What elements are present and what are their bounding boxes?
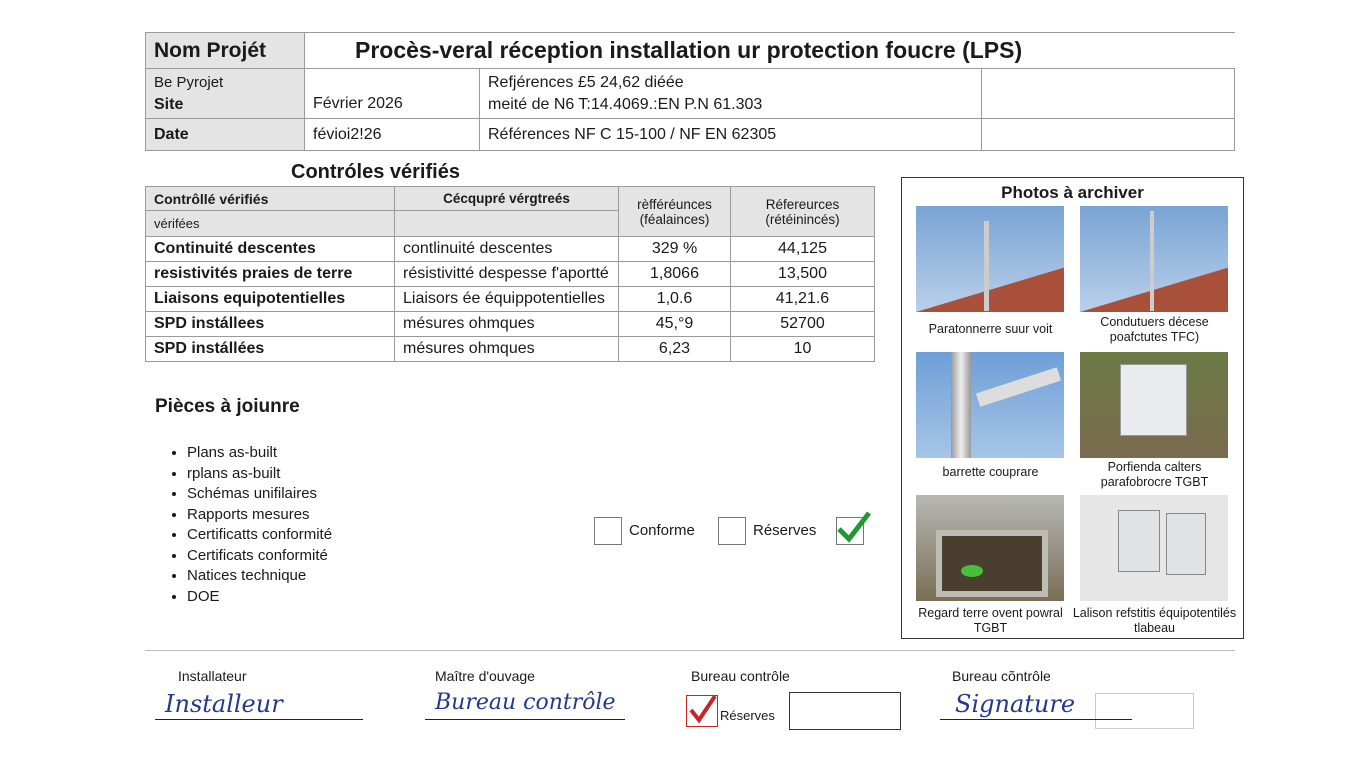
table-row — [146, 262, 875, 287]
attachment-item: • DOE — [187, 587, 332, 608]
attachments-title: Pièces à joiunre — [155, 396, 300, 417]
reserves-checked-box[interactable] — [836, 517, 864, 545]
bureau-reserves-checkbox[interactable] — [686, 695, 718, 727]
date-value: févioi2!26 — [305, 119, 480, 151]
bureau2-label: Bureau cõntrôle — [952, 668, 1051, 684]
col-header: Contrôllé vérifiés — [146, 187, 395, 211]
col-header: Réfereurces (rétéinincés) — [731, 187, 875, 237]
site-value: Février 2026 — [305, 69, 480, 119]
conforme-label: Conforme — [629, 522, 695, 539]
table-cell: 13,500 — [731, 262, 875, 287]
table-cell: résistivitté despesse f'aportté — [395, 262, 619, 287]
attachment-item: • Certificats conformité — [187, 546, 332, 567]
ref-line-1: Refjérences £5 24,62 diéée — [488, 73, 684, 91]
table-cell: 1,0.6 — [619, 287, 731, 312]
signature-line — [940, 719, 1132, 720]
installer-label: Installateur — [178, 668, 247, 684]
table-cell: 1,8066 — [619, 262, 731, 287]
photo-caption: Paratonnerre suur voit — [928, 322, 1053, 336]
owner-signature: Bureau contrôle — [435, 690, 616, 715]
checkmark-icon — [835, 509, 875, 545]
photos-title: Photos à archiver — [1001, 183, 1144, 202]
table-cell: 41,21.6 — [731, 287, 875, 312]
table-cell: Liaisons equipotentielles — [146, 287, 395, 312]
photo-down-conductors[interactable] — [1080, 206, 1228, 312]
project-sublabel: Be Pyrojet — [154, 73, 224, 91]
table-cell: 45,°9 — [619, 312, 731, 337]
bureau-label: Bureau contrôle — [691, 668, 790, 684]
date-label: Date — [146, 119, 305, 151]
photo-caption: barrette couprare — [942, 465, 1039, 479]
signature-line — [425, 719, 625, 720]
attachment-item: • Natices technique — [187, 566, 332, 587]
site-label: Site — [154, 95, 184, 113]
attachments-list — [150, 443, 332, 607]
table-row — [146, 237, 875, 262]
document-title: Procès-veral réception installation ur protection foucre (LPS) — [305, 33, 1235, 69]
checkmark-icon — [687, 692, 721, 726]
photo-earth-pit[interactable] — [916, 495, 1064, 601]
signature-line — [155, 719, 363, 720]
attachment-item: • rplans as-built — [187, 464, 332, 485]
bureau-reserves-label: Réserves — [720, 708, 775, 723]
table-cell: resistivités praies de terre — [146, 262, 395, 287]
bureau2-signature: Signature — [955, 690, 1076, 718]
table-row — [146, 312, 875, 337]
photo-caption: Condutuers décese poafctutes TFC) — [1100, 315, 1209, 344]
table-cell: 52700 — [731, 312, 875, 337]
ref-line-2: meité de N6 T:14.4069.:EN P.N 61.303 — [488, 95, 763, 113]
divider — [145, 650, 1235, 651]
photo-test-joint[interactable] — [916, 352, 1064, 458]
photo-caption: Porfienda calters parafobrocre TGBT — [1100, 460, 1209, 489]
owner-label: Maître d'ouvage — [435, 668, 535, 684]
table-cell: Continuité descentes — [146, 237, 395, 262]
controls-title: Contróles vérifiés — [291, 161, 460, 183]
table-cell: 6,23 — [619, 337, 731, 362]
controls-table — [145, 186, 875, 362]
stamp-box — [1095, 693, 1194, 729]
attachment-item: • Certificatts conformité — [187, 525, 332, 546]
photo-equipotential-panel[interactable] — [1080, 495, 1228, 601]
photo-caption: Lalison refstitis équipotentilés tlabeau — [1072, 606, 1237, 635]
table-cell: 44,125 — [731, 237, 875, 262]
table-cell: Liaisors ée équippotentielles — [395, 287, 619, 312]
subheader: vérifées — [146, 211, 395, 237]
table-cell: 329 % — [619, 237, 731, 262]
table-cell: SPD instállées — [146, 337, 395, 362]
date-references: Références NF C 15-100 / NF EN 62305 — [480, 119, 982, 151]
header-table — [145, 32, 1235, 151]
table-row — [146, 287, 875, 312]
col-header: Cécqupré vérgtreés — [395, 187, 619, 211]
table-cell: SPD instállees — [146, 312, 395, 337]
installer-signature: Installeur — [165, 690, 283, 718]
photo-surge-protector[interactable] — [1080, 352, 1228, 458]
table-cell: mésures ohmques — [395, 312, 619, 337]
table-cell: 10 — [731, 337, 875, 362]
reserves-checkbox[interactable] — [718, 517, 746, 545]
attachment-item: • Schémas unifilaires — [187, 484, 332, 505]
col-header: rèfféréunces (féalainces) — [619, 187, 731, 237]
reserves-label: Réserves — [753, 522, 817, 539]
photo-lightning-rod-roof[interactable] — [916, 206, 1064, 312]
attachment-item: • Plans as-built — [187, 443, 332, 464]
conforme-checkbox[interactable] — [594, 517, 622, 545]
attachment-item: • Rapports mesures — [187, 505, 332, 526]
photo-caption: Regard terre ovent powral TGBT — [918, 606, 1063, 635]
table-cell: mésures ohmques — [395, 337, 619, 362]
bureau-input-box[interactable] — [789, 692, 901, 730]
table-row — [146, 337, 875, 362]
project-label: Nom Projét — [146, 33, 305, 69]
table-cell: contlinuité descentes — [395, 237, 619, 262]
